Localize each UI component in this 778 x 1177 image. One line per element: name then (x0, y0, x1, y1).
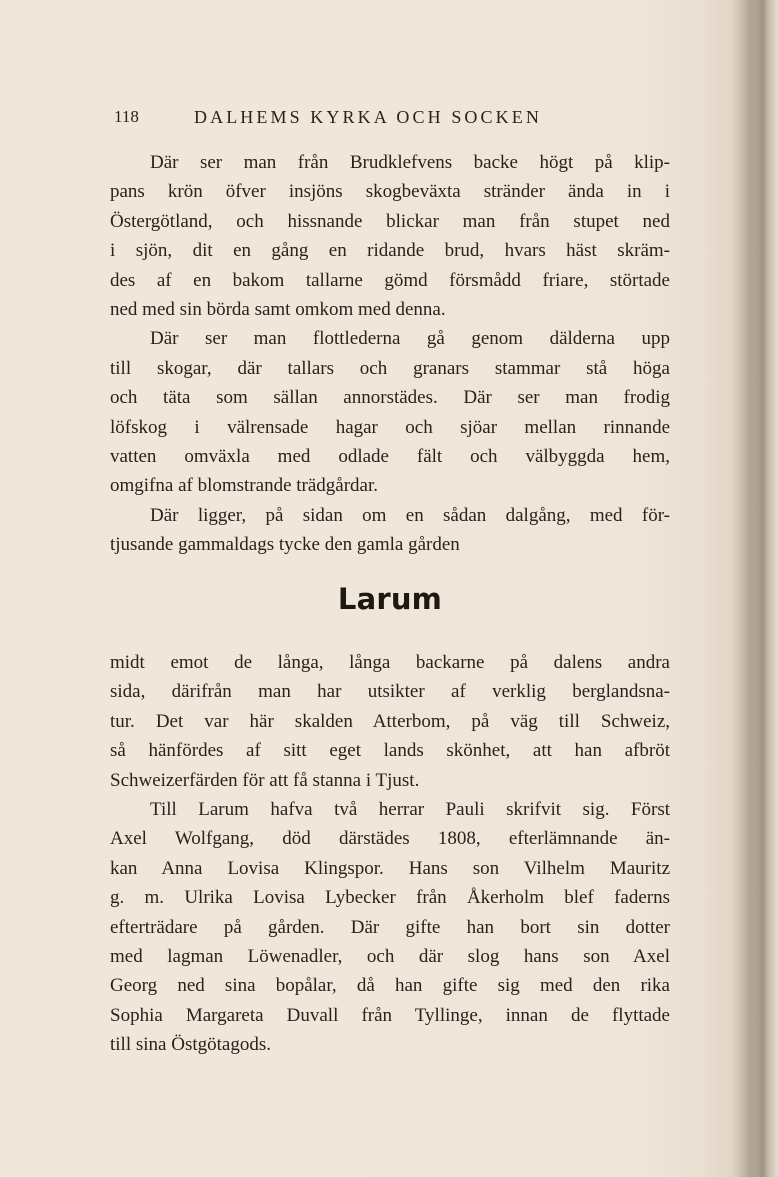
text-line: Där ser man från Brudklefvens backe högt på klip- (150, 152, 670, 173)
text-line: och täta som sällan annorstädes. Där ser man frodig (110, 387, 670, 409)
running-title: DALHEMS KYRKA OCH SOCKEN (194, 107, 542, 127)
text-line: Östergötland, och hissnande blickar man från stupet ned (110, 210, 670, 232)
text-line: ned med sin börda samt omkom med denna. (110, 299, 446, 321)
text-line: till skogar, där tallars och granars stammar stå höga (110, 357, 670, 379)
text-line: Sophia Margareta Duvall från Tyllinge, innan de flyttade (110, 1004, 670, 1026)
text-line: Till Larum hafva två herrar Pauli skrifvit sig. Först (150, 799, 670, 821)
running-head (110, 107, 670, 133)
text-line: till sina Östgötagods. (110, 1034, 271, 1056)
paragraph (110, 324, 670, 500)
text-line: så hänfördes af sitt eget lands skönhet, att han afbröt (110, 740, 670, 762)
page-number: 118 (114, 107, 139, 126)
text-line: efterträdare på gården. Där gifte han bort sin dotter (110, 916, 670, 938)
text-line: i sjön, dit en gång en ridande brud, hvars häst skräm- (110, 240, 670, 262)
text-block-lower (110, 648, 670, 1060)
text-line: pans krön öfver insjöns skogbeväxta stränder ända in i (110, 181, 670, 203)
text-block-upper (110, 148, 670, 560)
text-line: kan Anna Lovisa Klingspor. Hans son Vilhelm Mauritz (110, 857, 670, 879)
text-line: Schweizerfärden för att få stanna i Tjust. (110, 769, 420, 791)
text-line: med lagman Löwenadler, och där slog hans son Axel (110, 946, 670, 968)
paragraph (110, 648, 670, 795)
text-line: g. m. Ulrika Lovisa Lybecker från Åkerholm blef faderns (110, 887, 670, 909)
text-line: tur. Det var här skalden Atterbom, på väg till Schweiz, (110, 710, 670, 732)
paragraph (110, 148, 670, 324)
text-line: vatten omväxla med odlade fält och välbyggda hem, (110, 446, 670, 468)
book-spine-shadow (738, 0, 778, 1177)
text-line: löfskog i välrensade hagar och sjöar mellan rinnande (110, 416, 670, 438)
text-line: midt emot de långa, långa backarne på dalens andra (110, 652, 670, 673)
text-line: sida, därifrån man har utsikter af verklig berglandsna- (110, 681, 670, 703)
text-line: Axel Wolfgang, död därstädes 1808, efterlämnande än- (110, 828, 670, 850)
paragraph (110, 795, 670, 1060)
text-line: Georg ned sina bopålar, då han gifte sig med den rika (110, 975, 670, 997)
text-line: omgifna af blomstrande trädgårdar. (110, 475, 379, 497)
text-line: des af en bakom tallarne gömd försmådd friare, störtade (110, 269, 670, 291)
section-heading: Larum (337, 582, 443, 616)
text-line: Där ligger, på sidan om en sådan dalgång, med för- (150, 504, 670, 526)
paragraph (110, 501, 670, 560)
text-line: tjusande gammaldags tycke den gamla gården (110, 534, 460, 556)
text-line: Där ser man flottlederna gå genom dälderna upp (150, 328, 670, 350)
